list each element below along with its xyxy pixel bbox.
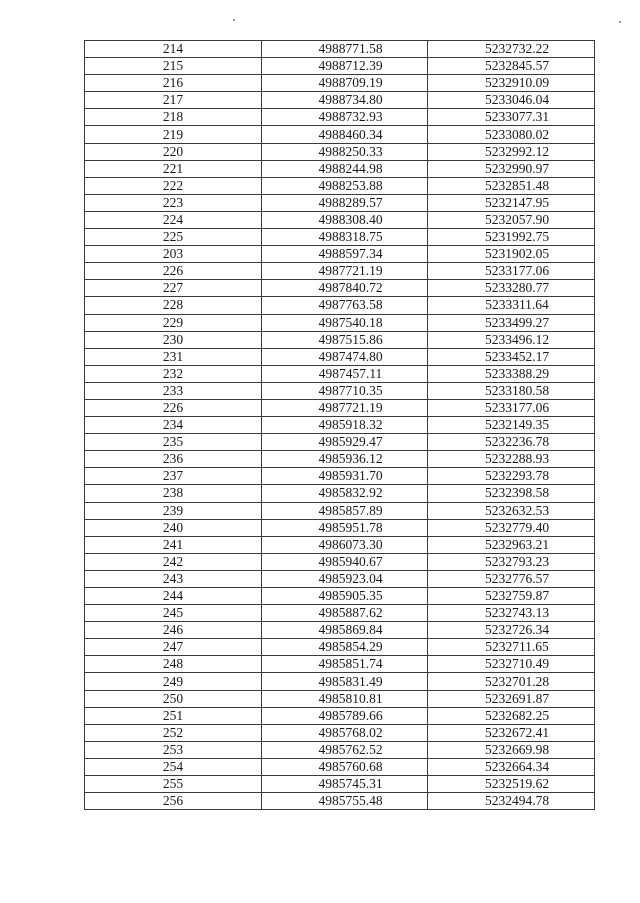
x-coordinate-cell: 4987721.19 bbox=[262, 399, 428, 416]
y-coordinate-cell: 5232288.93 bbox=[428, 451, 595, 468]
table-row bbox=[85, 502, 595, 519]
scan-speck bbox=[233, 19, 235, 21]
table-row bbox=[85, 399, 595, 416]
y-coordinate-cell: 5232759.87 bbox=[428, 588, 595, 605]
table-row bbox=[85, 314, 595, 331]
y-coordinate-cell: 5233177.06 bbox=[428, 263, 595, 280]
point-number-cell: 236 bbox=[85, 451, 262, 468]
table-row bbox=[85, 622, 595, 639]
table-row bbox=[85, 758, 595, 775]
x-coordinate-cell: 4988597.34 bbox=[262, 246, 428, 263]
y-coordinate-cell: 5232776.57 bbox=[428, 570, 595, 587]
point-number-cell: 241 bbox=[85, 536, 262, 553]
x-coordinate-cell: 4985762.52 bbox=[262, 741, 428, 758]
x-coordinate-cell: 4987763.58 bbox=[262, 297, 428, 314]
point-number-cell: 250 bbox=[85, 690, 262, 707]
table-row bbox=[85, 536, 595, 553]
table-row bbox=[85, 348, 595, 365]
x-coordinate-cell: 4985887.62 bbox=[262, 605, 428, 622]
point-number-cell: 222 bbox=[85, 177, 262, 194]
y-coordinate-cell: 5232691.87 bbox=[428, 690, 595, 707]
y-coordinate-cell: 5232793.23 bbox=[428, 553, 595, 570]
point-number-cell: 239 bbox=[85, 502, 262, 519]
table-row bbox=[85, 92, 595, 109]
point-number-cell: 247 bbox=[85, 639, 262, 656]
point-number-cell: 242 bbox=[85, 553, 262, 570]
point-number-cell: 220 bbox=[85, 143, 262, 160]
table-row bbox=[85, 177, 595, 194]
y-coordinate-cell: 5233452.17 bbox=[428, 348, 595, 365]
y-coordinate-cell: 5233388.29 bbox=[428, 365, 595, 382]
table-row bbox=[85, 793, 595, 810]
y-coordinate-cell: 5232672.41 bbox=[428, 724, 595, 741]
y-coordinate-cell: 5232149.35 bbox=[428, 417, 595, 434]
table-row bbox=[85, 109, 595, 126]
table-row bbox=[85, 365, 595, 382]
y-coordinate-cell: 5232632.53 bbox=[428, 502, 595, 519]
x-coordinate-cell: 4987721.19 bbox=[262, 263, 428, 280]
point-number-cell: 228 bbox=[85, 297, 262, 314]
point-number-cell: 215 bbox=[85, 58, 262, 75]
y-coordinate-cell: 5233177.06 bbox=[428, 399, 595, 416]
x-coordinate-cell: 4985923.04 bbox=[262, 570, 428, 587]
y-coordinate-cell: 5233496.12 bbox=[428, 331, 595, 348]
point-number-cell: 240 bbox=[85, 519, 262, 536]
y-coordinate-cell: 5233180.58 bbox=[428, 382, 595, 399]
table-row bbox=[85, 41, 595, 58]
table-row bbox=[85, 297, 595, 314]
x-coordinate-cell: 4988308.40 bbox=[262, 211, 428, 228]
point-number-cell: 234 bbox=[85, 417, 262, 434]
coordinates-table bbox=[84, 40, 595, 810]
point-number-cell: 249 bbox=[85, 673, 262, 690]
point-number-cell: 246 bbox=[85, 622, 262, 639]
y-coordinate-cell: 5232664.34 bbox=[428, 758, 595, 775]
table-row bbox=[85, 280, 595, 297]
table-row bbox=[85, 434, 595, 451]
y-coordinate-cell: 5233311.64 bbox=[428, 297, 595, 314]
point-number-cell: 227 bbox=[85, 280, 262, 297]
point-number-cell: 232 bbox=[85, 365, 262, 382]
table-row bbox=[85, 741, 595, 758]
x-coordinate-cell: 4988289.57 bbox=[262, 194, 428, 211]
y-coordinate-cell: 5231992.75 bbox=[428, 229, 595, 246]
x-coordinate-cell: 4988244.98 bbox=[262, 160, 428, 177]
table-row bbox=[85, 331, 595, 348]
table-row bbox=[85, 639, 595, 656]
x-coordinate-cell: 4988250.33 bbox=[262, 143, 428, 160]
y-coordinate-cell: 5232682.25 bbox=[428, 707, 595, 724]
table-row bbox=[85, 263, 595, 280]
y-coordinate-cell: 5232992.12 bbox=[428, 143, 595, 160]
point-number-cell: 238 bbox=[85, 485, 262, 502]
x-coordinate-cell: 4985768.02 bbox=[262, 724, 428, 741]
x-coordinate-cell: 4985929.47 bbox=[262, 434, 428, 451]
y-coordinate-cell: 5232494.78 bbox=[428, 793, 595, 810]
table-row bbox=[85, 229, 595, 246]
y-coordinate-cell: 5232057.90 bbox=[428, 211, 595, 228]
x-coordinate-cell: 4987710.35 bbox=[262, 382, 428, 399]
x-coordinate-cell: 4985745.31 bbox=[262, 776, 428, 793]
table-row bbox=[85, 553, 595, 570]
x-coordinate-cell: 4988732.93 bbox=[262, 109, 428, 126]
point-number-cell: 231 bbox=[85, 348, 262, 365]
y-coordinate-cell: 5233077.31 bbox=[428, 109, 595, 126]
x-coordinate-cell: 4987840.72 bbox=[262, 280, 428, 297]
point-number-cell: 226 bbox=[85, 263, 262, 280]
point-number-cell: 214 bbox=[85, 41, 262, 58]
table-row bbox=[85, 246, 595, 263]
x-coordinate-cell: 4988712.39 bbox=[262, 58, 428, 75]
y-coordinate-cell: 5232990.97 bbox=[428, 160, 595, 177]
x-coordinate-cell: 4987474.80 bbox=[262, 348, 428, 365]
point-number-cell: 223 bbox=[85, 194, 262, 211]
x-coordinate-cell: 4985869.84 bbox=[262, 622, 428, 639]
x-coordinate-cell: 4985931.70 bbox=[262, 468, 428, 485]
y-coordinate-cell: 5232845.57 bbox=[428, 58, 595, 75]
point-number-cell: 226 bbox=[85, 399, 262, 416]
y-coordinate-cell: 5233046.04 bbox=[428, 92, 595, 109]
x-coordinate-cell: 4985832.92 bbox=[262, 485, 428, 502]
point-number-cell: 255 bbox=[85, 776, 262, 793]
point-number-cell: 219 bbox=[85, 126, 262, 143]
y-coordinate-cell: 5231902.05 bbox=[428, 246, 595, 263]
table-row bbox=[85, 656, 595, 673]
y-coordinate-cell: 5232910.09 bbox=[428, 75, 595, 92]
x-coordinate-cell: 4985789.66 bbox=[262, 707, 428, 724]
x-coordinate-cell: 4988318.75 bbox=[262, 229, 428, 246]
table-row bbox=[85, 724, 595, 741]
y-coordinate-cell: 5232779.40 bbox=[428, 519, 595, 536]
point-number-cell: 256 bbox=[85, 793, 262, 810]
point-number-cell: 248 bbox=[85, 656, 262, 673]
y-coordinate-cell: 5232519.62 bbox=[428, 776, 595, 793]
y-coordinate-cell: 5233080.02 bbox=[428, 126, 595, 143]
y-coordinate-cell: 5232743.13 bbox=[428, 605, 595, 622]
table-row bbox=[85, 673, 595, 690]
table-row bbox=[85, 417, 595, 434]
point-number-cell: 216 bbox=[85, 75, 262, 92]
y-coordinate-cell: 5233499.27 bbox=[428, 314, 595, 331]
table-row bbox=[85, 605, 595, 622]
x-coordinate-cell: 4985918.32 bbox=[262, 417, 428, 434]
table-row bbox=[85, 485, 595, 502]
x-coordinate-cell: 4985936.12 bbox=[262, 451, 428, 468]
y-coordinate-cell: 5232236.78 bbox=[428, 434, 595, 451]
point-number-cell: 254 bbox=[85, 758, 262, 775]
x-coordinate-cell: 4985940.67 bbox=[262, 553, 428, 570]
point-number-cell: 225 bbox=[85, 229, 262, 246]
y-coordinate-cell: 5232726.34 bbox=[428, 622, 595, 639]
point-number-cell: 230 bbox=[85, 331, 262, 348]
point-number-cell: 221 bbox=[85, 160, 262, 177]
table-row bbox=[85, 588, 595, 605]
coordinates-table-body bbox=[85, 41, 595, 810]
point-number-cell: 253 bbox=[85, 741, 262, 758]
y-coordinate-cell: 5232669.98 bbox=[428, 741, 595, 758]
table-row bbox=[85, 570, 595, 587]
point-number-cell: 251 bbox=[85, 707, 262, 724]
point-number-cell: 245 bbox=[85, 605, 262, 622]
table-row bbox=[85, 211, 595, 228]
y-coordinate-cell: 5232710.49 bbox=[428, 656, 595, 673]
x-coordinate-cell: 4985905.35 bbox=[262, 588, 428, 605]
table-row bbox=[85, 690, 595, 707]
point-number-cell: 243 bbox=[85, 570, 262, 587]
point-number-cell: 229 bbox=[85, 314, 262, 331]
point-number-cell: 203 bbox=[85, 246, 262, 263]
x-coordinate-cell: 4985951.78 bbox=[262, 519, 428, 536]
x-coordinate-cell: 4987457.11 bbox=[262, 365, 428, 382]
x-coordinate-cell: 4985810.81 bbox=[262, 690, 428, 707]
x-coordinate-cell: 4985831.49 bbox=[262, 673, 428, 690]
x-coordinate-cell: 4986073.30 bbox=[262, 536, 428, 553]
y-coordinate-cell: 5232851.48 bbox=[428, 177, 595, 194]
x-coordinate-cell: 4988460.34 bbox=[262, 126, 428, 143]
table-row bbox=[85, 707, 595, 724]
table-row bbox=[85, 776, 595, 793]
table-row bbox=[85, 519, 595, 536]
y-coordinate-cell: 5233280.77 bbox=[428, 280, 595, 297]
scan-speck bbox=[619, 21, 621, 23]
point-number-cell: 218 bbox=[85, 109, 262, 126]
table-row bbox=[85, 451, 595, 468]
table-row bbox=[85, 382, 595, 399]
x-coordinate-cell: 4985857.89 bbox=[262, 502, 428, 519]
x-coordinate-cell: 4988771.58 bbox=[262, 41, 428, 58]
y-coordinate-cell: 5232732.22 bbox=[428, 41, 595, 58]
table-row bbox=[85, 75, 595, 92]
x-coordinate-cell: 4985755.48 bbox=[262, 793, 428, 810]
y-coordinate-cell: 5232963.21 bbox=[428, 536, 595, 553]
y-coordinate-cell: 5232701.28 bbox=[428, 673, 595, 690]
y-coordinate-cell: 5232147.95 bbox=[428, 194, 595, 211]
x-coordinate-cell: 4988253.88 bbox=[262, 177, 428, 194]
table-row bbox=[85, 58, 595, 75]
point-number-cell: 244 bbox=[85, 588, 262, 605]
point-number-cell: 237 bbox=[85, 468, 262, 485]
table-row bbox=[85, 194, 595, 211]
table-row bbox=[85, 126, 595, 143]
point-number-cell: 252 bbox=[85, 724, 262, 741]
point-number-cell: 217 bbox=[85, 92, 262, 109]
x-coordinate-cell: 4987515.86 bbox=[262, 331, 428, 348]
x-coordinate-cell: 4985854.29 bbox=[262, 639, 428, 656]
point-number-cell: 224 bbox=[85, 211, 262, 228]
point-number-cell: 235 bbox=[85, 434, 262, 451]
x-coordinate-cell: 4985760.68 bbox=[262, 758, 428, 775]
x-coordinate-cell: 4988734.80 bbox=[262, 92, 428, 109]
table-row bbox=[85, 143, 595, 160]
point-number-cell: 233 bbox=[85, 382, 262, 399]
y-coordinate-cell: 5232398.58 bbox=[428, 485, 595, 502]
y-coordinate-cell: 5232293.78 bbox=[428, 468, 595, 485]
x-coordinate-cell: 4987540.18 bbox=[262, 314, 428, 331]
y-coordinate-cell: 5232711.65 bbox=[428, 639, 595, 656]
x-coordinate-cell: 4988709.19 bbox=[262, 75, 428, 92]
x-coordinate-cell: 4985851.74 bbox=[262, 656, 428, 673]
table-row bbox=[85, 160, 595, 177]
table-row bbox=[85, 468, 595, 485]
